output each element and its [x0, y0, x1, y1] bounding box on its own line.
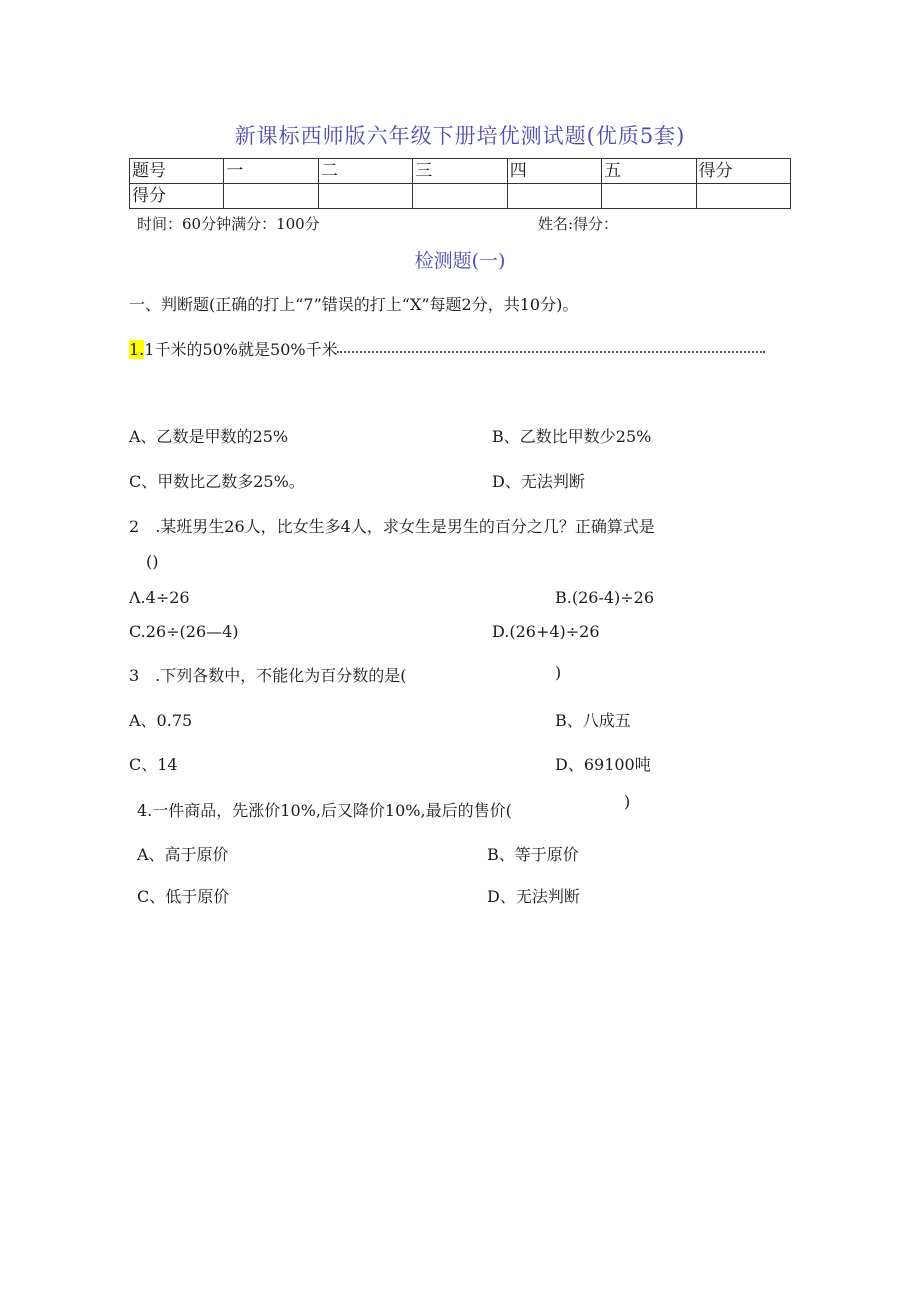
- question-3-text: .下列各数中，不能化为百分数的是(: [155, 666, 407, 685]
- q4-option-a: A、高于原价: [137, 845, 229, 864]
- section-1-heading: 一、判断题(正确的打上“7”错误的打上“X”每题2分，共10分)。: [129, 295, 579, 314]
- question-2-number: 2: [129, 517, 140, 536]
- q2-option-d: D.(26+4)÷26: [492, 622, 600, 641]
- question-1-text: 1千米的50%就是50%千米: [144, 340, 338, 359]
- q2-option-c: C.26÷(26—4): [129, 622, 239, 641]
- q2-option-b: B.(26-4)÷26: [555, 588, 655, 607]
- doc-title: 新课标西师版六年级下册培优测试题(优质5套): [234, 124, 686, 148]
- name-score-info: 姓名:得分：: [538, 215, 619, 233]
- q4-option-c: C、低于原价: [137, 887, 230, 906]
- score-cell: 得分: [696, 159, 790, 184]
- score-cell: 二: [318, 159, 412, 184]
- score-cell: 四: [507, 159, 601, 184]
- score-cell: 五: [602, 159, 696, 184]
- q1-option-d: D、无法判断: [492, 472, 585, 491]
- q4-option-b: B、等于原价: [487, 845, 579, 864]
- q1-option-c: C、甲数比乙数多25%。: [129, 472, 305, 491]
- question-3: [129, 663, 407, 686]
- score-empty-cell: [602, 184, 696, 209]
- score-cell: 三: [413, 159, 507, 184]
- time-info: 时间：60分钟满分：100分: [137, 215, 320, 233]
- q2-option-a: Λ.4÷26: [129, 588, 190, 607]
- q3-option-d: D、69100吨: [555, 755, 651, 774]
- score-cell: 题号: [130, 159, 224, 184]
- section-subtitle: 检测题(一): [414, 250, 506, 272]
- question-3-number: 3: [129, 666, 140, 685]
- question-3-close-paren: ): [555, 663, 562, 682]
- q1-option-b: B、乙数比甲数少25%: [492, 427, 652, 446]
- score-table: [129, 158, 791, 209]
- score-table-score-row: [130, 184, 791, 209]
- score-empty-cell: [224, 184, 318, 209]
- question-2-text: .某班男生26人，比女生多4人，求女生是男生的百分之几？正确算式是: [155, 517, 655, 536]
- question-1-number: 1.: [129, 340, 145, 359]
- q4-option-d: D、无法判断: [487, 887, 580, 906]
- q1-option-a: A、乙数是甲数的25%: [129, 427, 289, 446]
- score-empty-cell: [318, 184, 412, 209]
- score-row-label: 得分: [130, 184, 224, 209]
- score-table-header-row: [130, 159, 791, 184]
- score-empty-cell: [696, 184, 790, 209]
- question-4-close-paren: ): [624, 792, 631, 811]
- question-1: [129, 337, 338, 360]
- q3-option-c: C、14: [129, 755, 178, 774]
- q3-option-a: A、0.75: [129, 711, 193, 730]
- answer-dotted-line: [337, 341, 765, 353]
- q3-option-b: B、八成五: [555, 711, 631, 730]
- score-empty-cell: [507, 184, 601, 209]
- question-4: 4.一件商品，先涨价10%,后又降价10%,最后的售价(: [137, 801, 512, 820]
- score-empty-cell: [413, 184, 507, 209]
- question-2: [129, 514, 655, 537]
- score-cell: 一: [224, 159, 318, 184]
- question-2-paren: (): [146, 552, 159, 571]
